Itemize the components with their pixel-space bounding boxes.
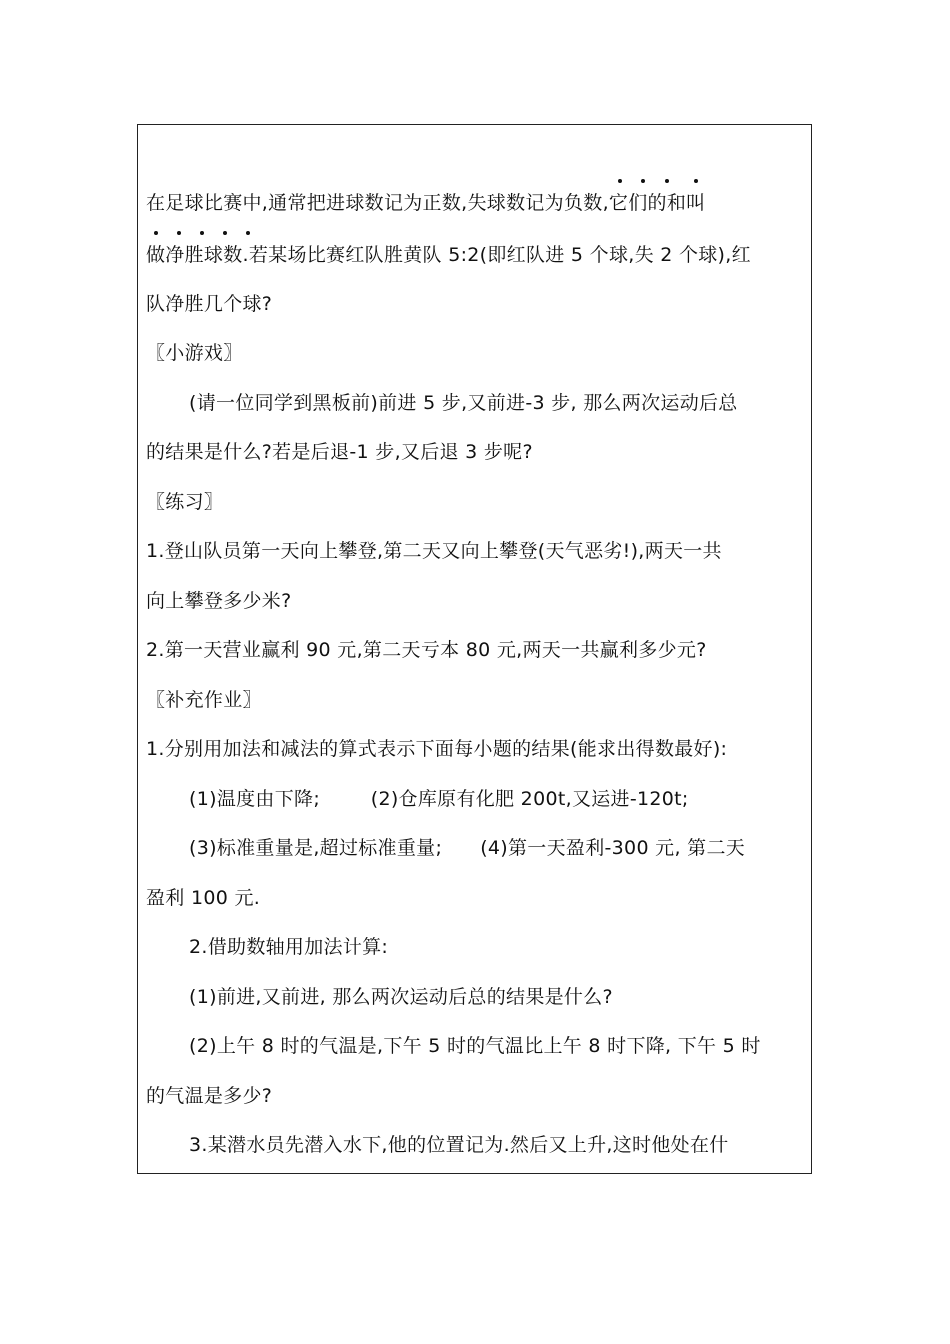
paragraph-line: 2.第一天营业赢利 90 元,第二天亏本 80 元,两天一共赢利多少元? xyxy=(146,639,707,661)
emphasized-text xyxy=(609,192,686,214)
paragraph-line: (1)前进,又前进, 那么两次运动后总的结果是什么? xyxy=(189,986,613,1008)
section-heading: 〖补充作业〗 xyxy=(146,689,262,711)
text-run: .若某场比赛红队胜黄队 5:2(即红队进 5 个球,失 2 个球),红 xyxy=(242,244,751,266)
paragraph-line: 1.分别用加法和减法的算式表示下面每小题的结果(能求出得数最好): xyxy=(146,738,728,760)
section-heading: 〖小游戏〗 xyxy=(146,342,243,364)
paragraph-line xyxy=(146,243,811,267)
text-run: 叫 xyxy=(686,192,706,214)
paragraph-line: (3)标准重量是,超过标准重量; (4)第一天盈利-300 元, 第二天 xyxy=(189,837,746,859)
paragraph-line xyxy=(146,191,811,215)
emphasized-text xyxy=(686,192,705,214)
emphasized-text xyxy=(146,244,243,266)
text-run: 它们的和 xyxy=(608,192,687,214)
section-heading: 〖练习〗 xyxy=(146,491,224,513)
paragraph-line: (1)温度由下降; (2)仓库原有化肥 200t,又运进-120t; xyxy=(189,788,689,810)
text-run: 在足球比赛中,通常把进球数记为正数,失球数记为负数, xyxy=(146,192,609,214)
paragraph-line: 1.登山队员第一天向上攀登,第二天又向上攀登(天气恶劣!),两天一共 xyxy=(146,540,722,562)
paragraph-line: (2)上午 8 时的气温是,下午 5 时的气温比上午 8 时下降, 下午 5 时 xyxy=(189,1035,761,1057)
paragraph-line: (请一位同学到黑板前)前进 5 步,又前进-3 步, 那么两次运动后总 xyxy=(189,392,738,414)
paragraph-line: 向上攀登多少米? xyxy=(146,590,292,612)
paragraph-line: 的气温是多少? xyxy=(146,1085,273,1107)
text-run: 做净胜球数 xyxy=(146,244,243,266)
paragraph-line: 2.借助数轴用加法计算: xyxy=(189,936,389,958)
paragraph-line: 盈利 100 元. xyxy=(146,887,261,909)
paragraph-line: 的结果是什么?若是后退-1 步,又后退 3 步呢? xyxy=(146,441,533,463)
paragraph-line: 3.某潜水员先潜入水下,他的位置记为.然后又上升,这时他处在什 xyxy=(189,1134,729,1156)
paragraph-line: 队净胜几个球? xyxy=(146,293,273,315)
